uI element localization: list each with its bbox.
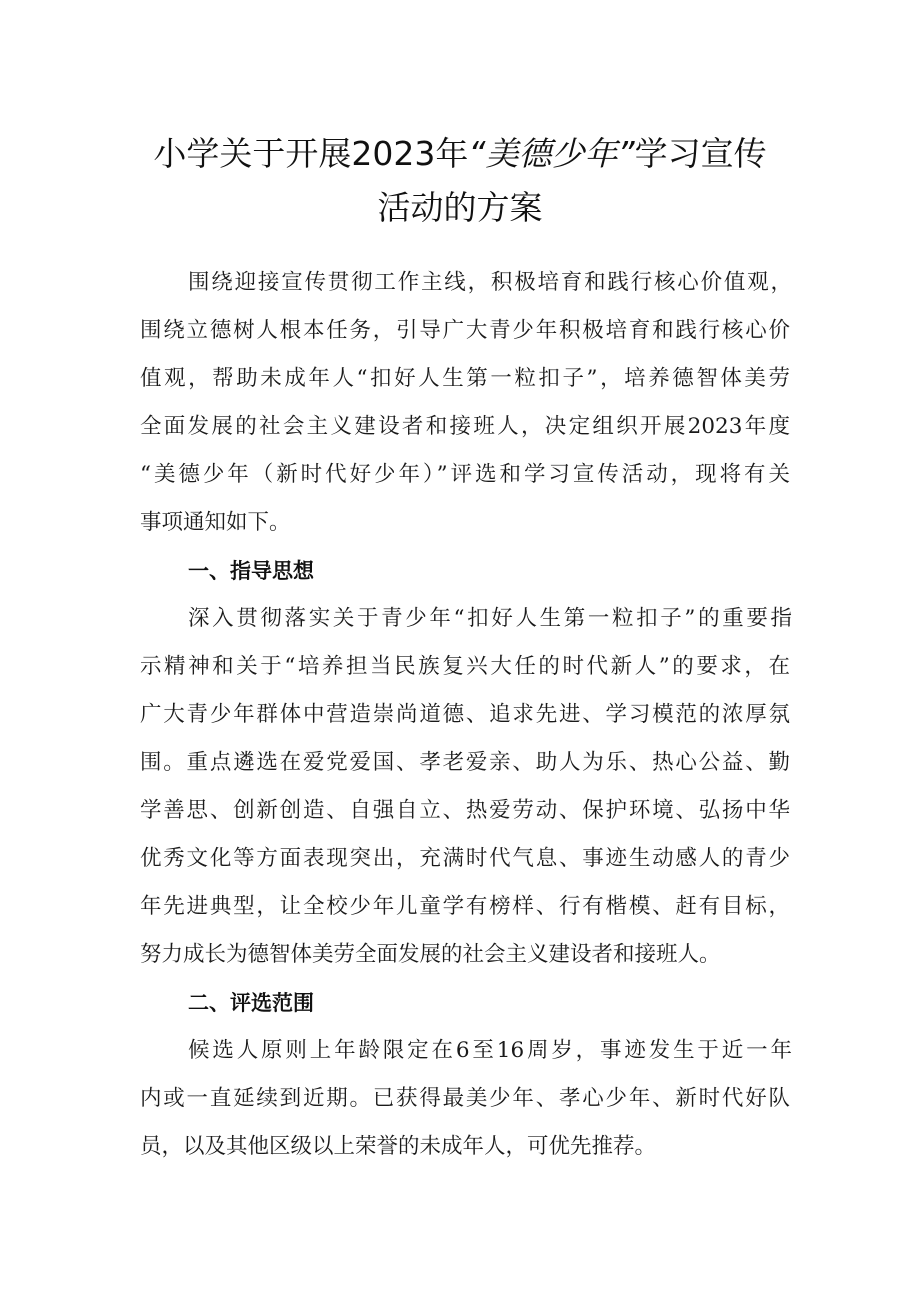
- section1-line: 优秀文化等方面表现突出，充满时代气息、事迹生动感人的青少: [140, 846, 790, 871]
- section1-line: 努力成长为德智体美劳全面发展的社会主义建设者和接班人。: [140, 942, 721, 967]
- section1-line: 年先进典型，让全校少年儿童学有榜样、行有楷模、赶有目标，: [140, 894, 790, 919]
- section1-line: 学善思、创新创造、自强自立、热爱劳动、保护环境、弘扬中华: [140, 798, 790, 823]
- section2-line: 候选人原则上年龄限定在6至16周岁，事迹发生于近一年: [188, 1038, 792, 1063]
- intro-line: “美德少年（新时代好少年）”评选和学习宣传活动，现将有关: [140, 462, 790, 487]
- intro-line: 全面发展的社会主义建设者和接班人，决定组织开展2023年度: [140, 414, 790, 439]
- title-text-end: 学习宣传: [634, 134, 767, 173]
- intro-line: 围绕迎接宣传贯彻工作主线，积极培育和践行核心价值观，: [188, 270, 792, 295]
- section1-line: 示精神和关于“培养担当民族复兴大任的时代新人”的要求，在: [140, 654, 790, 679]
- section1-line: 深入贯彻落实关于青少年“扣好人生第一粒扣子”的重要指: [188, 606, 792, 631]
- section1-line: 广大青少年群体中营造崇尚道德、追求先进、学习模范的浓厚氛: [140, 702, 790, 727]
- title-text-start: 小学关于开展2023年: [153, 134, 469, 173]
- section-heading-guiding-ideology: 一、指导思想: [188, 559, 314, 583]
- document-title-line-2: 活动的方案: [377, 188, 543, 227]
- title-text-quoted: “美德少年”: [468, 134, 635, 173]
- section2-line: 员，以及其他区级以上荣誉的未成年人，可优先推荐。: [140, 1134, 657, 1159]
- section2-line: 内或一直延续到近期。已获得最美少年、孝心少年、新时代好队: [140, 1086, 790, 1111]
- section1-line: 围。重点遴选在爱党爱国、孝老爱亲、助人为乐、热心公益、勤: [140, 750, 790, 775]
- intro-line: 值观，帮助未成年人“扣好人生第一粒扣子”，培养德智体美劳: [140, 366, 790, 391]
- section-heading-selection-scope: 二、评选范围: [188, 991, 314, 1015]
- document-title-line-1: [100, 134, 820, 174]
- intro-line: 围绕立德树人根本任务，引导广大青少年积极培育和践行核心价: [140, 318, 790, 343]
- intro-line: 事项通知如下。: [140, 510, 291, 535]
